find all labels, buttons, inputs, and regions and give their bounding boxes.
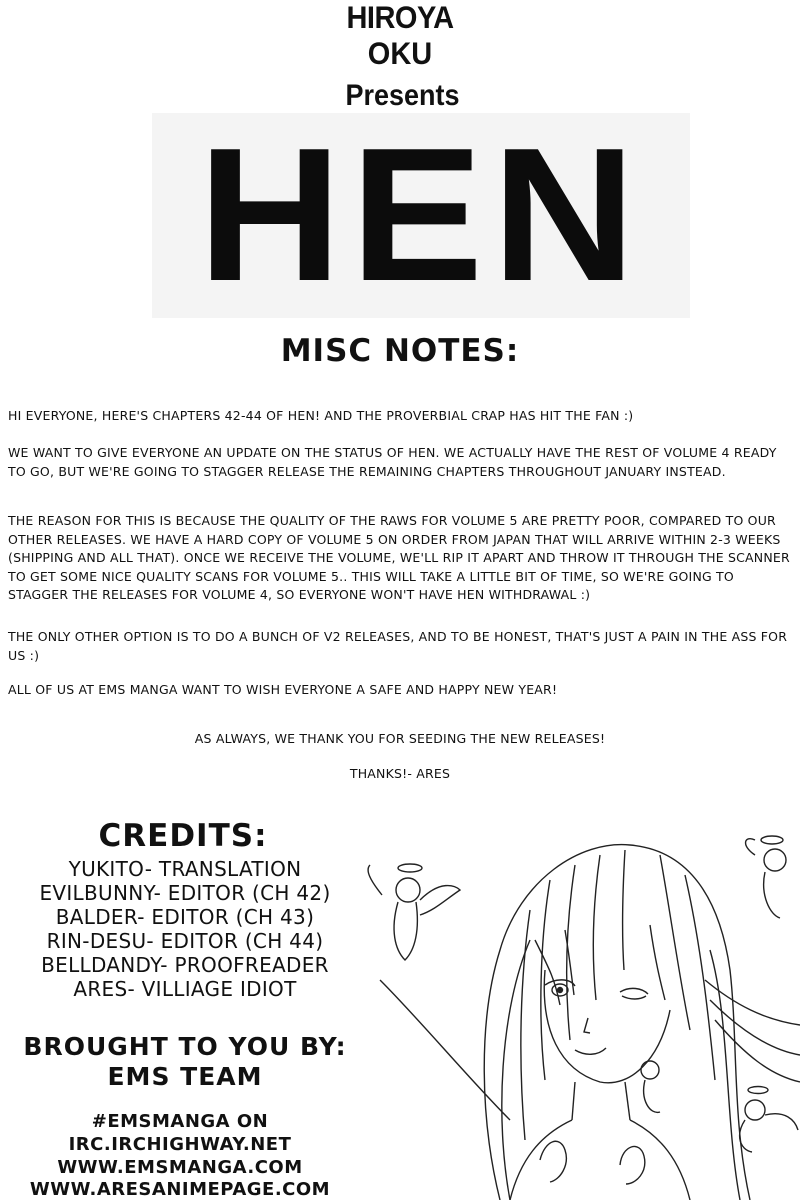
author-first-name: HIROYA (346, 0, 454, 36)
irc-server-text: IRC.IRCHIGHWAY.NET (68, 1134, 292, 1155)
notes-paragraph: THE ONLY OTHER OPTION IS TO DO A BUNCH OF V2 RELEASES, AND TO BE HONEST, THAT'S JUST A PAIN IN THE ASS FOR US :) (8, 629, 788, 663)
manga-girl-illustration (360, 820, 800, 1200)
credits-title: CREDITS: (98, 818, 268, 854)
website-link[interactable]: WWW.EMSMANGA.COM (57, 1157, 303, 1178)
notes-signature: THANKS!- ARES (349, 766, 451, 781)
credit-entry: EVILBUNNY- EDITOR (CH 42) (39, 881, 331, 905)
notes-paragraph: THE REASON FOR THIS IS BECAUSE THE QUALITY OF THE RAWS FOR VOLUME 5 ARE PRETTY POOR, COMPARED TO OUR OTHER RELEASES. WE HAVE A HARD COPY OF VOLUME 5 ON ORDER FROM JAPAN THAT WILL ARRIVE WITHIN 2-3 WEEKS (SHIPPING AND ALL THAT). ONCE WE RECEIVE THE VOLUME, WE'LL RIP IT APART AND THROW IT THROUGH THE SCANNER TO GET SOME NICE QUALITY SCANS FOR VOLUME 5.. THIS WILL TAKE A LITTLE BIT OF TIME, SO WE'RE GOING TO STAGGER THE RELEASES FOR VOLUME 4, SO EVERYONE WON'T HAVE HEN WITHDRAWAL :) (8, 513, 790, 602)
team-name: EMS TEAM (107, 1062, 263, 1091)
title-logo: HEN (197, 109, 645, 321)
irc-channel-text: #EMSMANGA ON (91, 1111, 269, 1132)
notes-paragraph: ALL OF US AT EMS MANGA WANT TO WISH EVERYONE A SAFE AND HAPPY NEW YEAR! (8, 682, 558, 697)
notes-paragraph: WE WANT TO GIVE EVERYONE AN UPDATE ON THE STATUS OF HEN. WE ACTUALLY HAVE THE REST OF VOLUME 4 READY TO GO, BUT WE'RE GOING TO STAGGER RELEASE THE REMAINING CHAPTERS THROUGHOUT JANUARY INSTEAD. (8, 445, 777, 479)
credit-entry: ARES- VILLIAGE IDIOT (73, 977, 297, 1001)
credit-entry: BELLDANDY- PROOFREADER (41, 953, 329, 977)
notes-paragraph: HI EVERYONE, HERE'S CHAPTERS 42-44 OF HEN! AND THE PROVERBIAL CRAP HAS HIT THE FAN :) (8, 408, 634, 423)
website-link[interactable]: WWW.ARESANIMEPAGE.COM (29, 1179, 331, 1200)
notes-thanks-line: AS ALWAYS, WE THANK YOU FOR SEEDING THE NEW RELEASES! (194, 731, 606, 746)
presents-label: Presents (345, 78, 460, 112)
brought-by-label: BROUGHT TO YOU BY: (23, 1032, 347, 1061)
credit-entry: YUKITO- TRANSLATION (68, 857, 302, 881)
author-last-name: OKU (367, 36, 433, 72)
credit-entry: RIN-DESU- EDITOR (CH 44) (46, 929, 324, 953)
credit-entry: BALDER- EDITOR (CH 43) (55, 905, 315, 929)
misc-notes-title: MISC NOTES: (280, 333, 520, 369)
